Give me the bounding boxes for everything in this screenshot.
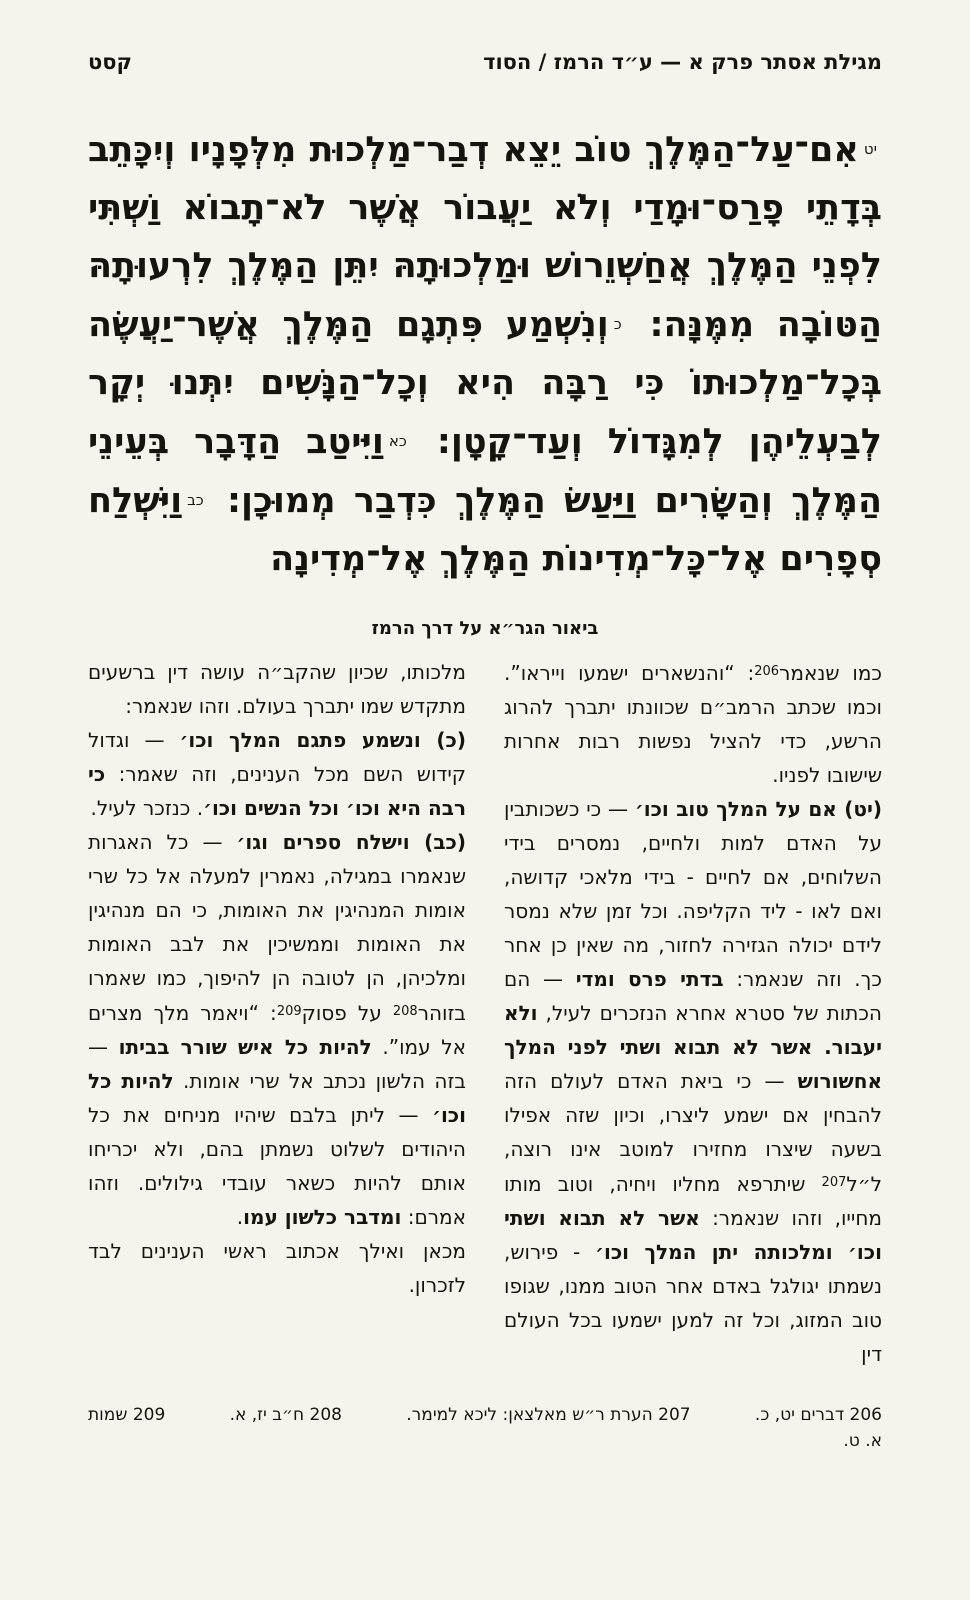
page-header (88, 50, 882, 74)
text-run: ולא יעבור. אשר לא תבוא ושתי לפני המלך אחשורוש (504, 1001, 882, 1093)
text-run: להיות כל וכו׳ (88, 1069, 466, 1127)
commentary-column-left (88, 655, 466, 1371)
text-run: — וגדול קידוש השם מכל הענינים, וזה שאמר: (88, 728, 466, 786)
text-run: - פירוש, נשמתו יגולגל באדם אחר הטוב ממנו, שגופו טוב המזוג, וכל זה למען ישמעו בכל העולם דין (504, 1240, 882, 1366)
footnotes (88, 1405, 882, 1451)
footnote-item: 208 ח״ב יז, א. (229, 1405, 342, 1425)
text-run: (יט) אם על המלך טוב וכו׳ (634, 797, 882, 821)
text-run: — הם הכתות של סטרא אחרא הנזכרים לעיל, (504, 967, 882, 1025)
footnote-ref: 207 (821, 1175, 847, 1190)
text-run: שיתרפא מחליו ויחיה, וטוב מותו מחייו, וזהו שנאמר: (504, 1172, 882, 1230)
commentary-columns (88, 655, 882, 1371)
text-run: — כי כשכותבין על האדם למות ולחיים, נמסרים בידי השלוחים, אם לחיים - בידי מלאכי קדושה, ואם לאו - ליד הקליפה. וכל זמן שלא נמסר לידם יכולה הגזירה לחזור, מה שאין כן אחר כך. וזה שנאמר: (504, 797, 882, 991)
text-run: — ליתן בלבם שיהיו מניחים את כל היהודים לשלוט נשמתן בהם, ולא יכריחו אותם להיות כשאר עובדי גילולים. וזהו אמרם: (88, 1103, 466, 1229)
commentary-paragraph (88, 825, 466, 1234)
footnote-item: 206 דברים יט, כ. (754, 1405, 882, 1425)
text-run: להיות כל איש שורר בביתו (118, 1035, 372, 1059)
text-run: וַיִּיטַב הַדָּבָר בְּעֵינֵי הַמֶּלֶךְ וְהַשָּׂרִים וַיַּעַשׂ הַמֶּלֶךְ כִּדְבַר מְמוּכָן: (88, 422, 882, 521)
text-run: : “והנשארים ישמעו וייראו”. וכמו שכתב הרמב״ם שכוונתו יתברך להרוג הרשע, כדי להציל נפשות רבות אחרות שישובו לפניו. (504, 661, 882, 787)
commentary-paragraph (88, 655, 466, 723)
text-run: וַיִּשְׁלַח סְפָרִים אֶל־כָּל־מְדִינוֹת הַמֶּלֶךְ אֶל־מְדִינָה (88, 481, 882, 579)
commentary-title: ביאור הגר״א על דרך הרמז (371, 618, 599, 639)
verse-number: יט (863, 140, 877, 158)
verse-number: כ (613, 315, 622, 333)
commentary-paragraph (504, 792, 882, 1371)
biblical-text-block (88, 120, 882, 588)
text-run: — בזה הלשון נכתב אל שרי אומות. (88, 1035, 466, 1093)
verse-number: כב (187, 491, 204, 509)
text-run: . (236, 1205, 244, 1229)
commentary-paragraph (88, 723, 466, 825)
text-run: — כי ביאת האדם לעולם הזה להבחין אם ישמע ליצרו, וכיון שזה אפילו בשעה שיצרו מחזירו למוטב אינו רוצה, ל״ל (504, 1069, 882, 1196)
footnote-ref: 206 (754, 664, 780, 679)
verse-number: כא (388, 432, 407, 450)
text-run: בדתי פרס ומדי (575, 967, 724, 991)
text-run: כי רבה היא וכו׳ וכל הנשים וכו׳ (88, 762, 466, 820)
text-run: אִם־עַל־הַמֶּלֶךְ טוֹב יֵצֵא דְבַר־מַלְכוּת מִלְּפָנָיו וְיִכָּתֵב בְּדָתֵי פָרַס־וּמָדַי וְלֹא יַעֲבוֹר אֲשֶׁר לֹא־תָבוֹא וַשְׁתִּי לִפְנֵי הַמֶּלֶךְ אֲחַשְׁוֵרוֹשׁ וּמַלְכוּתָהּ יִתֵּן הַמֶּלֶךְ לִרְעוּתָהּ הַטּוֹבָה מִמֶּנָּה: (88, 130, 882, 345)
text-run: מכאן ואילך אכתוב ראשי הענינים לבד לזכרון. (88, 1239, 466, 1297)
header-title: מגילת אסתר פרק א — ע״ד הרמז / הסוד (483, 50, 882, 74)
text-run: וְנִשְׁמַע פִּתְגָם הַמֶּלֶךְ אֲשֶׁר־יַעֲשֶׂה בְּכָל־מַלְכוּתוֹ כִּי רַבָּה הִיא וְכָל־הַנָּשִׁים יִתְּנוּ יְקָר לְבַעְלֵיהֶן לְמִגָּדוֹל וְעַד־קָטָן: (88, 305, 882, 462)
text-run: (כב) וישלח ספרים וגו׳ (236, 830, 466, 854)
commentary-paragraph (88, 1234, 466, 1302)
text-run: ומדבר כלשון עמו (243, 1205, 402, 1229)
page-number: קסט (88, 50, 132, 74)
text-run: כמו שנאמר (779, 661, 883, 685)
footnote-ref: 208 (392, 1004, 418, 1019)
footnote-item: 209 שמות (88, 1405, 166, 1425)
footnote-item: 207 הערת ר״ש מאלצאן: ליכא למימר. (406, 1405, 691, 1425)
text-run: מלכותו, שכיון שהקב״ה עושה דין ברשעים מתקדש שמו יתברך בעולם. וזהו שנאמר: (88, 660, 466, 718)
footnote-ref: 209 (276, 1004, 302, 1019)
footnote-line (88, 1405, 882, 1425)
text-run: — כל האגרות שנאמרו במגילה, נאמרין למעלה אל כל שרי אומות המנהיגין את האומות, כי הם מנהיגין את האומות וממשיכין את לבב האומות ומלכיהן, הן לטובה הן להיפוך, כמו שאמרו בזוהר (88, 830, 466, 1025)
text-run: . כנזכר לעיל. (90, 796, 204, 820)
footnote-continuation: א. ט. (843, 1431, 882, 1451)
commentary-column-right (504, 655, 882, 1371)
text-run: : “ויאמר מלך מצרים אל עמו”. (88, 1001, 466, 1059)
commentary-paragraph (504, 655, 882, 792)
text-run: על פסוק (301, 1001, 393, 1025)
text-run: אשר לא תבוא ושתי וכו׳ ומלכותה יתן המלך וכו׳ (504, 1206, 882, 1264)
text-run: (כ) ונשמע פתגם המלך וכו׳ (179, 728, 466, 752)
